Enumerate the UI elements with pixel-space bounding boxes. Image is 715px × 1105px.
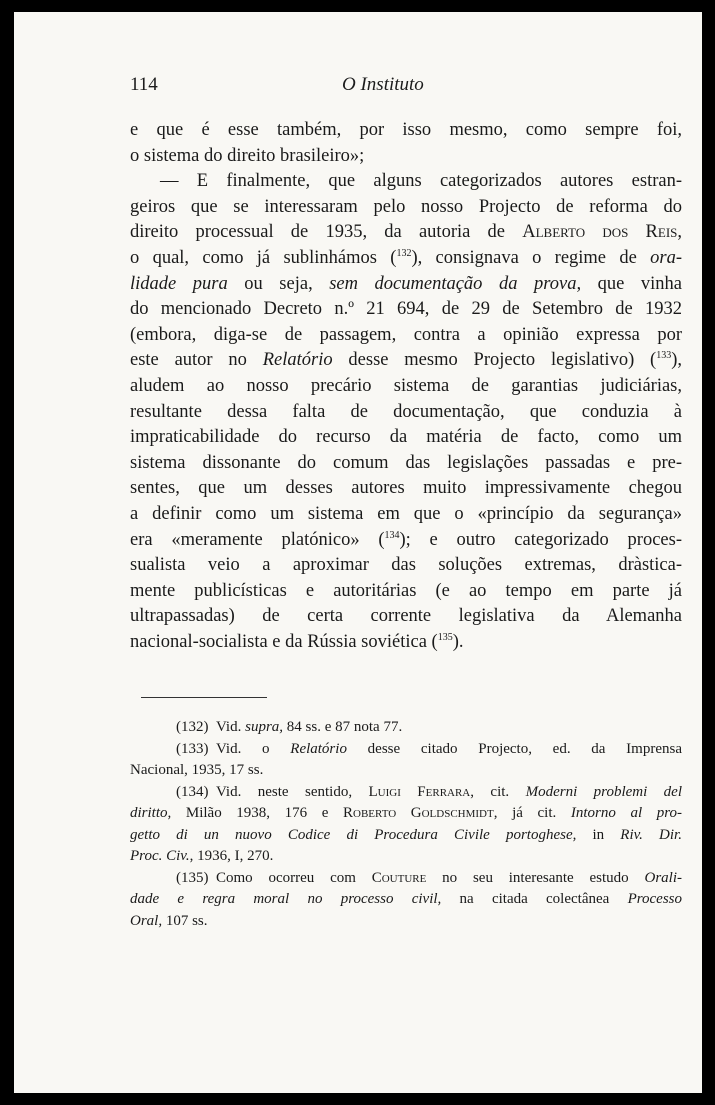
- footnote-135: [130, 868, 682, 890]
- text-run: Vid. neste sentido,: [216, 783, 369, 800]
- text-line: mente publicísticas e autoritárias (e ao tempo em parte já: [130, 580, 682, 601]
- footnote-ref: 133: [656, 350, 672, 362]
- text-line: o sistema do direito brasileiro»;: [130, 145, 365, 166]
- italic-text: Relatório: [262, 350, 333, 371]
- text-line: — E finalmente, que alguns categorizados autores estran-: [160, 171, 682, 192]
- footnote-line: [130, 846, 682, 868]
- text-line: [130, 348, 682, 374]
- text-run: , cit.: [470, 783, 526, 800]
- author-name: Roberto Goldschmidt: [343, 805, 494, 821]
- text-run: 84 ss. e 87 nota 77.: [283, 719, 403, 735]
- footnote-line: [130, 911, 682, 933]
- text-line: ultrapassadas) de certa corrente legislativa da Alemanha: [130, 606, 682, 627]
- italic-text: dade e regra moral no processo civil,: [130, 891, 442, 907]
- text-run: no seu interesante estudo: [426, 869, 645, 886]
- text-run: , 1936, I, 270.: [189, 848, 274, 864]
- text-run: o qual, como já sublinhámos (: [130, 247, 397, 268]
- text-run: na citada colectânea: [441, 891, 628, 907]
- text-line: a definir como um sistema em que o «princípio da segurança»: [130, 503, 682, 524]
- text-line: sentes, que um desses autores muito impressivamente chegou: [130, 478, 682, 499]
- footnote-mark: (134): [176, 783, 209, 800]
- text-run: ), consignava o regime de: [411, 247, 651, 268]
- italic-text: Processo: [627, 891, 682, 907]
- italic-text: Orali-: [644, 869, 682, 886]
- page-number: 114: [130, 74, 158, 95]
- text-run: Milão 1938, 176 e: [171, 805, 344, 821]
- text-run: ); e outro categorizado proces-: [399, 529, 682, 550]
- page-header: [130, 74, 560, 102]
- italic-text: lidade pura: [130, 273, 228, 294]
- italic-text: Moderni problemi del: [525, 783, 683, 800]
- italic-text: Intorno al pro-: [570, 805, 682, 821]
- text-run: ),: [671, 350, 682, 371]
- footnote-132: [130, 717, 682, 739]
- footnote-divider: [141, 697, 267, 698]
- main-text: [130, 118, 682, 655]
- italic-text: sem documentação da prova,: [329, 273, 582, 294]
- text-line: resultante dessa falta de documentação, que conduzia à: [130, 401, 682, 422]
- text-line: (embora, diga-se de passagem, contra a opinião expressa por: [130, 324, 682, 345]
- footnote-ref: 134: [384, 529, 400, 541]
- text-run: nacional-socialista e da Rússia soviética (: [130, 631, 438, 652]
- text-line: [130, 220, 682, 246]
- text-line: [130, 272, 682, 298]
- author-name: Alberto dos Reis: [522, 222, 678, 243]
- text-run: que vinha: [581, 273, 682, 294]
- italic-text: ora-: [650, 247, 682, 268]
- footnote-mark: (132): [176, 719, 209, 735]
- text-run: ,: [677, 222, 683, 243]
- text-line: do mencionado Decreto n.º 21 694, de 29 de Setembro de 1932: [130, 299, 682, 320]
- italic-text: Relatório: [290, 740, 347, 757]
- text-run: Vid. o: [216, 740, 291, 757]
- text-run: , já cit.: [493, 805, 571, 821]
- text-run: 107 ss.: [162, 912, 208, 929]
- italic-text: Proc. Civ.: [130, 848, 190, 864]
- text-line: [130, 630, 682, 656]
- italic-text: supra,: [245, 719, 284, 735]
- text-run: desse citado Projecto, ed. da Imprensa: [346, 740, 682, 757]
- italic-text: diritto,: [130, 805, 172, 821]
- text-line: [130, 528, 682, 554]
- text-line: sistema dissonante do comum das legislações passadas e pre-: [130, 452, 682, 473]
- text-line: sualista veio a aproximar das soluções extremas, dràstica-: [130, 555, 682, 576]
- footnote-ref: 135: [437, 631, 453, 643]
- author-name: Luigi Ferrara: [368, 783, 471, 800]
- footnotes: [130, 717, 682, 932]
- text-run: in: [576, 826, 621, 843]
- footnote-line: Nacional, 1935, 17 ss.: [130, 762, 264, 778]
- italic-text: Oral,: [130, 912, 163, 929]
- footnote-mark: (135): [176, 869, 209, 886]
- author-name: Couture: [371, 869, 427, 886]
- footnote-line: [130, 803, 682, 825]
- footnote-mark: (133): [176, 740, 209, 757]
- italic-text: Riv. Dir.: [620, 826, 682, 843]
- footnote-ref: 132: [396, 247, 412, 259]
- text-run: este autor no: [130, 350, 263, 371]
- text-line: e que é esse também, por isso mesmo, como sempre foi,: [130, 120, 682, 140]
- footnote-line: [130, 825, 682, 847]
- text-line: geiros que se interessaram pelo nosso Projecto de reforma do: [130, 196, 682, 217]
- text-run: Vid.: [216, 719, 246, 735]
- text-run: era «meramente platónico» (: [130, 529, 385, 550]
- text-line: aludem ao nosso precário sistema de garantias judiciárias,: [130, 375, 682, 396]
- text-run: direito processual de 1935, da autoria de: [130, 222, 523, 243]
- footnote-133: [130, 739, 682, 761]
- text-line: impraticabilidade do recurso da matéria de facto, como um: [130, 427, 682, 448]
- text-run: ).: [452, 631, 464, 652]
- footnote-line: [130, 889, 682, 911]
- running-title: O Instituto: [342, 74, 424, 95]
- footnote-134: [130, 782, 682, 804]
- text-run: Como ocorreu com: [216, 869, 372, 886]
- text-line: [130, 246, 682, 272]
- text-run: desse mesmo Projecto legislativo) (: [332, 350, 657, 371]
- italic-text: getto di un nuovo Codice di Procedura Civile portoghese,: [130, 826, 577, 843]
- text-run: ou seja,: [227, 273, 330, 294]
